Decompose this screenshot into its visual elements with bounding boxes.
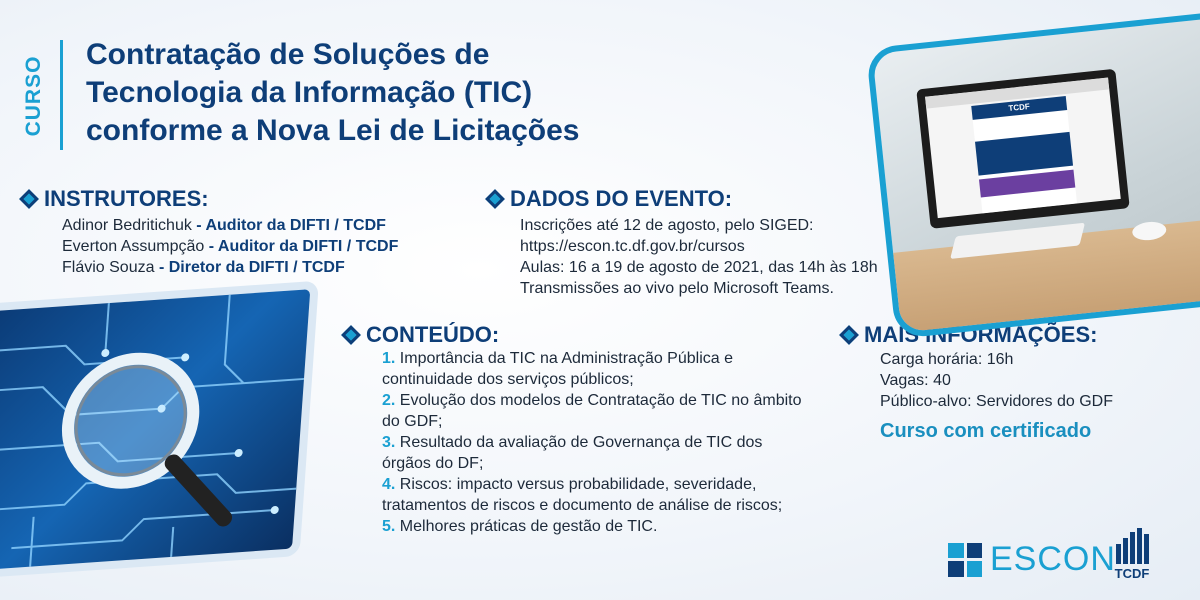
tcdf-wordmark: TCDF <box>1114 566 1150 581</box>
diamond-bullet-icon <box>19 189 39 209</box>
instrutor-item: Adinor Bedritichuk - Auditor da DIFTI / TCDF <box>62 217 386 234</box>
diamond-bullet-icon <box>341 325 361 345</box>
site-header-brand: TCDF <box>971 96 1067 120</box>
escon-logo <box>948 540 1116 579</box>
monitor <box>916 69 1130 229</box>
info-line: Público-alvo: Servidores do GDF <box>880 393 1113 410</box>
mais-info-list <box>880 349 1113 412</box>
curso-tag: CURSO <box>22 55 45 137</box>
evento-line: Inscrições até 12 de agosto, pelo SIGED: <box>520 217 814 234</box>
list-item: 3. Resultado da avaliação de Governança de TIC dos órgãos do DF; <box>382 434 763 472</box>
mais-info-heading: MAIS INFORMAÇÕES: <box>842 322 1097 348</box>
monitor-screen <box>925 78 1121 219</box>
tcdf-columns-icon <box>1110 528 1154 564</box>
monitor-photo <box>866 13 1200 339</box>
title-divider <box>60 40 63 150</box>
evento-heading: DADOS DO EVENTO: <box>488 186 732 212</box>
instrutores-list <box>62 215 398 278</box>
circuit-magnifier-icon <box>0 289 310 571</box>
evento-link[interactable]: https://escon.tc.df.gov.br/cursos <box>520 238 745 255</box>
escon-wordmark: ESCON <box>990 540 1116 578</box>
page-title <box>86 36 706 150</box>
conteudo-list <box>382 348 812 537</box>
info-line: Carga horária: 16h <box>880 351 1014 368</box>
list-item: 4. Riscos: impacto versus probabilidade, severidade, tratamentos de riscos e documento de análise de riscos; <box>382 476 783 514</box>
diamond-bullet-icon <box>485 189 505 209</box>
evento-details <box>520 215 878 299</box>
instrutor-item: Flávio Souza - Diretor da DIFTI / TCDF <box>62 259 345 276</box>
list-item: 1. Importância da TIC na Administração Pública e continuidade dos serviços públicos; <box>382 350 733 388</box>
tcdf-logo <box>1110 528 1154 581</box>
circuit-board-image <box>0 289 310 571</box>
diamond-bullet-icon <box>839 325 859 345</box>
evento-line: Transmissões ao vivo pelo Microsoft Teams. <box>520 280 834 297</box>
title-line-1: Contratação de Soluções de <box>86 38 490 71</box>
info-line: Vagas: 40 <box>880 372 951 389</box>
escon-mark-icon <box>948 543 982 577</box>
instrutores-heading: INSTRUTORES: <box>22 186 209 212</box>
list-item: 5. Melhores práticas de gestão de TIC. <box>382 518 658 535</box>
title-line-2: Tecnologia da Informação (TIC) <box>86 76 533 109</box>
list-item: 2. Evolução dos modelos de Contratação de TIC no âmbito do GDF; <box>382 392 802 430</box>
evento-line: Aulas: 16 a 19 de agosto de 2021, das 14h às 18h <box>520 259 878 276</box>
title-line-3: conforme a Nova Lei de Licitações <box>86 114 580 147</box>
conteudo-heading: CONTEÚDO: <box>344 322 499 348</box>
certificado-label: Curso com certificado <box>880 420 1092 442</box>
instrutor-item: Everton Assumpção - Auditor da DIFTI / TCDF <box>62 238 399 255</box>
